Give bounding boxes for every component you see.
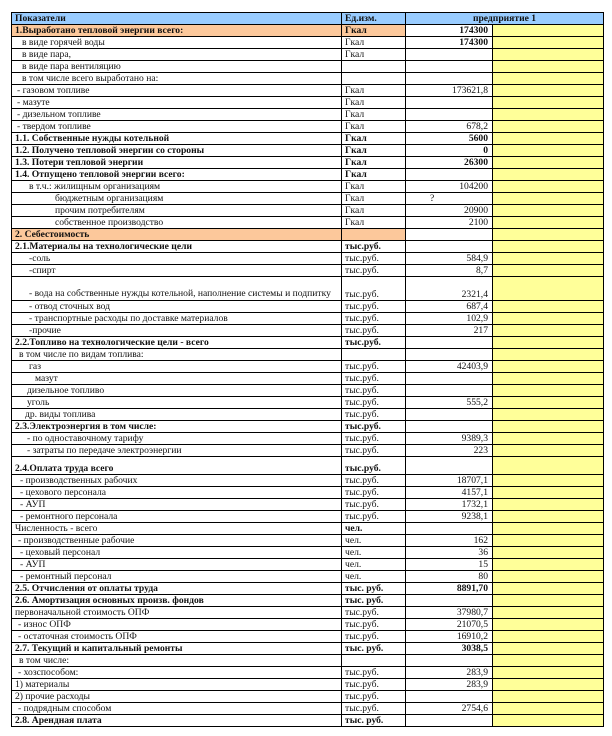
row-value[interactable]: 223 (406, 445, 493, 457)
row-value[interactable] (406, 97, 493, 109)
row-input-cell[interactable] (493, 583, 604, 595)
table-row (12, 181, 604, 193)
row-label[interactable]: -спирт (12, 265, 342, 277)
table-row (12, 325, 604, 337)
row-unit[interactable]: Гкал (342, 205, 406, 217)
row-input-cell[interactable] (493, 655, 604, 667)
row-value[interactable]: 162 (406, 535, 493, 547)
row-unit[interactable]: тыс.руб. (342, 475, 406, 487)
table-row (12, 619, 604, 631)
row-label[interactable]: - износ ОПФ (12, 619, 342, 631)
row-unit[interactable]: Гкал (342, 97, 406, 109)
row-label[interactable]: газ (12, 361, 342, 373)
row-value[interactable]: 8891,70 (406, 583, 493, 595)
row-unit[interactable]: тыс. руб. (342, 583, 406, 595)
row-value[interactable]: 283,9 (406, 679, 493, 691)
row-value[interactable]: 173621,8 (406, 85, 493, 97)
table-row (12, 667, 604, 679)
table-row (12, 205, 604, 217)
row-value[interactable]: 42403,9 (406, 361, 493, 373)
header-enterprise[interactable]: предприятие 1 (406, 13, 604, 25)
row-value[interactable] (406, 49, 493, 61)
row-value[interactable]: 678,2 (406, 121, 493, 133)
table-row (12, 25, 604, 37)
row-value[interactable]: 26300 (406, 157, 493, 169)
table-row (12, 265, 604, 277)
row-label[interactable]: в том числе: (12, 655, 342, 667)
row-input-cell[interactable] (493, 193, 604, 205)
table-row (12, 229, 604, 241)
row-label[interactable]: - производственных рабочих (12, 475, 342, 487)
row-unit[interactable]: тыс.руб. (342, 409, 406, 421)
row-value[interactable] (406, 715, 493, 727)
row-label[interactable]: уголь (12, 397, 342, 409)
row-value[interactable] (406, 523, 493, 535)
row-value[interactable] (406, 385, 493, 397)
row-unit[interactable]: тыс.руб. (342, 445, 406, 457)
row-input-cell[interactable] (493, 301, 604, 313)
row-unit[interactable]: тыс.руб. (342, 631, 406, 643)
row-value[interactable]: 16910,2 (406, 631, 493, 643)
row-input-cell[interactable] (493, 85, 604, 97)
row-value[interactable] (406, 337, 493, 349)
row-value[interactable]: ? (406, 193, 493, 205)
row-unit[interactable] (342, 61, 406, 73)
row-label[interactable]: 2.3.Электроэнергия в том числе: (12, 421, 342, 433)
table-row (12, 241, 604, 253)
row-unit[interactable]: Гкал (342, 37, 406, 49)
row-label[interactable]: в виде горячей воды (12, 37, 342, 49)
row-label[interactable]: - по одноставочному тарифу (12, 433, 342, 445)
row-input-cell[interactable] (493, 145, 604, 157)
row-value[interactable] (406, 229, 493, 241)
row-value[interactable]: 174300 (406, 25, 493, 37)
row-label[interactable]: - ремонтного персонала (12, 511, 342, 523)
row-label[interactable]: 1.3. Потери тепловой энергии (12, 157, 342, 169)
row-label[interactable]: - АУП (12, 559, 342, 571)
row-input-cell[interactable] (493, 487, 604, 499)
row-input-cell[interactable] (493, 325, 604, 337)
row-value[interactable] (406, 421, 493, 433)
row-value[interactable]: 0 (406, 145, 493, 157)
row-label[interactable]: в т.ч.: жилищным организациям (12, 181, 342, 193)
row-label[interactable]: дизельное топливо (12, 385, 342, 397)
row-label[interactable]: мазут (12, 373, 342, 385)
row-label[interactable]: в том числе всего выработано на: (12, 73, 342, 85)
row-unit[interactable]: Гкал (342, 85, 406, 97)
row-label[interactable]: 1.Выработано тепловой энергии всего: (12, 25, 342, 37)
row-unit[interactable]: Гкал (342, 109, 406, 121)
row-unit[interactable]: тыс. руб. (342, 643, 406, 655)
row-unit[interactable]: тыс.руб. (342, 253, 406, 265)
row-label[interactable]: - подрядным способом (12, 703, 342, 715)
table-row (12, 301, 604, 313)
row-value[interactable]: 3038,5 (406, 643, 493, 655)
row-value[interactable] (406, 595, 493, 607)
row-label[interactable]: 1.2. Получено тепловой энергии со стороны (12, 145, 342, 157)
table-row (12, 253, 604, 265)
row-value[interactable]: 4157,1 (406, 487, 493, 499)
row-input-cell[interactable] (493, 313, 604, 325)
row-label[interactable]: 2) прочие расходы (12, 691, 342, 703)
row-label[interactable]: - цеховый персонал (12, 547, 342, 559)
row-value[interactable]: 20900 (406, 205, 493, 217)
row-input-cell[interactable] (493, 109, 604, 121)
row-label[interactable]: Численность - всего (12, 523, 342, 535)
table-row (12, 511, 604, 523)
row-unit[interactable]: тыс.руб. (342, 277, 406, 301)
table-row (12, 217, 604, 229)
row-input-cell[interactable] (493, 397, 604, 409)
row-label[interactable]: - хозспособом: (12, 667, 342, 679)
row-label[interactable]: 2.7. Текущий и капитальный ремонты (12, 643, 342, 655)
row-input-cell[interactable] (493, 25, 604, 37)
row-value[interactable]: 687,4 (406, 301, 493, 313)
row-unit[interactable]: тыс.руб. (342, 361, 406, 373)
row-input-cell[interactable] (493, 595, 604, 607)
table-row (12, 409, 604, 421)
table-row (12, 397, 604, 409)
table-row (12, 655, 604, 667)
row-unit[interactable]: Гкал (342, 157, 406, 169)
row-unit[interactable]: тыс.руб. (342, 691, 406, 703)
row-unit[interactable] (342, 73, 406, 85)
row-value[interactable] (406, 373, 493, 385)
row-unit[interactable]: тыс.руб. (342, 421, 406, 433)
row-input-cell[interactable] (493, 337, 604, 349)
row-input-cell[interactable] (493, 181, 604, 193)
row-input-cell[interactable] (493, 229, 604, 241)
row-unit[interactable]: тыс.руб. (342, 385, 406, 397)
row-unit[interactable]: тыс.руб. (342, 511, 406, 523)
row-unit[interactable]: тыс.руб. (342, 301, 406, 313)
row-label[interactable]: 1.4. Отпущено тепловой энергии всего: (12, 169, 342, 181)
table-row (12, 433, 604, 445)
row-input-cell[interactable] (493, 679, 604, 691)
row-unit[interactable]: тыс.руб. (342, 241, 406, 253)
row-input-cell[interactable] (493, 619, 604, 631)
table-row (12, 61, 604, 73)
table-row (12, 475, 604, 487)
row-unit[interactable]: Гкал (342, 169, 406, 181)
row-input-cell[interactable] (493, 457, 604, 475)
row-input-cell[interactable] (493, 265, 604, 277)
table-row (12, 157, 604, 169)
row-label[interactable]: первоначальной стоимость ОПФ (12, 607, 342, 619)
row-unit[interactable]: тыс.руб. (342, 703, 406, 715)
row-value[interactable]: 15 (406, 559, 493, 571)
row-unit[interactable]: тыс.руб. (342, 499, 406, 511)
table-row (12, 145, 604, 157)
row-input-cell[interactable] (493, 133, 604, 145)
row-unit[interactable] (342, 349, 406, 361)
row-value[interactable]: 5600 (406, 133, 493, 145)
row-label[interactable]: др. виды топлива (12, 409, 342, 421)
row-value[interactable] (406, 691, 493, 703)
row-value[interactable] (406, 61, 493, 73)
header-unit[interactable]: Ед.изм. (342, 13, 406, 25)
row-unit[interactable]: тыс.руб. (342, 607, 406, 619)
row-unit[interactable]: тыс.руб. (342, 433, 406, 445)
row-label[interactable]: -прочие (12, 325, 342, 337)
row-input-cell[interactable] (493, 97, 604, 109)
row-input-cell[interactable] (493, 643, 604, 655)
table-row (12, 361, 604, 373)
row-value[interactable]: 21070,5 (406, 619, 493, 631)
table-row (12, 85, 604, 97)
row-value[interactable]: 584,9 (406, 253, 493, 265)
row-label[interactable]: 2.5. Отчисления от оплаты труда (12, 583, 342, 595)
row-value[interactable]: 104200 (406, 181, 493, 193)
table-row (12, 73, 604, 85)
row-unit[interactable]: чел. (342, 559, 406, 571)
row-label[interactable]: 1) материалы (12, 679, 342, 691)
row-label[interactable]: бюджетным организациям (12, 193, 342, 205)
row-unit[interactable]: тыс.руб. (342, 457, 406, 475)
row-input-cell[interactable] (493, 37, 604, 49)
row-unit[interactable]: Гкал (342, 25, 406, 37)
row-unit[interactable]: тыс.руб. (342, 397, 406, 409)
row-input-cell[interactable] (493, 421, 604, 433)
row-value[interactable] (406, 73, 493, 85)
row-label[interactable]: - вода на собственные нужды котельной, наполнение системы и подпитку (12, 277, 342, 301)
row-label[interactable]: 2.6. Амортизация основных произв. фондов (12, 595, 342, 607)
row-label[interactable]: - твердом топливе (12, 121, 342, 133)
table-row (12, 313, 604, 325)
row-input-cell[interactable] (493, 571, 604, 583)
row-label[interactable]: - цехового персонала (12, 487, 342, 499)
table-row (12, 703, 604, 715)
table-row (12, 421, 604, 433)
header-indicator[interactable]: Показатели (12, 13, 342, 25)
row-label[interactable]: 2.8. Арендная плата (12, 715, 342, 727)
row-label[interactable]: в виде пара, (12, 49, 342, 61)
row-input-cell[interactable] (493, 169, 604, 181)
row-label[interactable]: 2.4.Оплата труда всего (12, 457, 342, 475)
row-input-cell[interactable] (493, 433, 604, 445)
row-label[interactable]: в виде пара вентиляцию (12, 61, 342, 73)
row-value[interactable]: 283,9 (406, 667, 493, 679)
row-unit[interactable]: Гкал (342, 217, 406, 229)
table-row (12, 715, 604, 727)
table-row (12, 169, 604, 181)
row-value[interactable] (406, 109, 493, 121)
row-value[interactable] (406, 457, 493, 475)
row-unit[interactable]: тыс.руб. (342, 679, 406, 691)
table-row (12, 133, 604, 145)
row-unit[interactable] (342, 655, 406, 667)
row-input-cell[interactable] (493, 373, 604, 385)
row-input-cell[interactable] (493, 217, 604, 229)
row-value[interactable]: 2100 (406, 217, 493, 229)
row-value[interactable]: 555,2 (406, 397, 493, 409)
row-value[interactable]: 37980,7 (406, 607, 493, 619)
table-row (12, 487, 604, 499)
table-row (12, 535, 604, 547)
row-input-cell[interactable] (493, 715, 604, 727)
row-input-cell[interactable] (493, 361, 604, 373)
row-value[interactable] (406, 655, 493, 667)
row-input-cell[interactable] (493, 205, 604, 217)
row-label[interactable]: собственное производство (12, 217, 342, 229)
row-label[interactable]: - газовом топливе (12, 85, 342, 97)
row-unit[interactable]: тыс.руб. (342, 325, 406, 337)
table-row (12, 193, 604, 205)
table-row (12, 607, 604, 619)
table-row (12, 499, 604, 511)
table-row (12, 559, 604, 571)
row-input-cell[interactable] (493, 385, 604, 397)
row-value[interactable]: 9238,1 (406, 511, 493, 523)
table-row (12, 523, 604, 535)
row-input-cell[interactable] (493, 73, 604, 85)
table-row (12, 97, 604, 109)
row-input-cell[interactable] (493, 157, 604, 169)
row-label[interactable]: - остаточная стоимость ОПФ (12, 631, 342, 643)
row-value[interactable]: 174300 (406, 37, 493, 49)
row-label[interactable]: 2. Себестоимость (12, 229, 342, 241)
row-input-cell[interactable] (493, 277, 604, 301)
row-unit[interactable]: чел. (342, 547, 406, 559)
row-input-cell[interactable] (493, 241, 604, 253)
row-value[interactable] (406, 169, 493, 181)
table-row (12, 457, 604, 475)
row-unit[interactable]: тыс.руб. (342, 313, 406, 325)
row-label[interactable]: - транспортные расходы по доставке материалов (12, 313, 342, 325)
table-row (12, 691, 604, 703)
table-row (12, 679, 604, 691)
row-unit[interactable]: Гкал (342, 49, 406, 61)
row-input-cell[interactable] (493, 475, 604, 487)
row-unit[interactable]: Гкал (342, 193, 406, 205)
row-label[interactable]: - ремонтный персонал (12, 571, 342, 583)
row-input-cell[interactable] (493, 667, 604, 679)
row-unit[interactable] (342, 229, 406, 241)
row-input-cell[interactable] (493, 631, 604, 643)
row-input-cell[interactable] (493, 499, 604, 511)
row-value[interactable] (406, 409, 493, 421)
table-row (12, 445, 604, 457)
row-value[interactable]: 1732,1 (406, 499, 493, 511)
row-input-cell[interactable] (493, 61, 604, 73)
row-unit[interactable]: Гкал (342, 133, 406, 145)
table-row (12, 643, 604, 655)
row-input-cell[interactable] (493, 559, 604, 571)
row-unit[interactable]: Гкал (342, 145, 406, 157)
row-label[interactable]: - дизельном топливе (12, 109, 342, 121)
table-row (12, 373, 604, 385)
row-unit[interactable]: Гкал (342, 121, 406, 133)
table-row (12, 121, 604, 133)
row-unit[interactable]: тыс. руб. (342, 595, 406, 607)
row-label[interactable]: - затраты по передаче электроэнергии (12, 445, 342, 457)
table-row (12, 385, 604, 397)
row-label[interactable]: 2.1.Материалы на технологические цели (12, 241, 342, 253)
row-input-cell[interactable] (493, 445, 604, 457)
row-value[interactable]: 2754,6 (406, 703, 493, 715)
row-input-cell[interactable] (493, 523, 604, 535)
row-unit[interactable]: тыс.руб. (342, 265, 406, 277)
table-row (12, 349, 604, 361)
row-unit[interactable]: тыс.руб. (342, 619, 406, 631)
table-row (12, 49, 604, 61)
row-label[interactable]: в том числе по видам топлива: (12, 349, 342, 361)
row-unit[interactable]: чел. (342, 535, 406, 547)
row-input-cell[interactable] (493, 349, 604, 361)
table-row (12, 547, 604, 559)
row-label[interactable]: - отвод сточных вод (12, 301, 342, 313)
indicators-table (11, 12, 604, 727)
row-unit[interactable]: чел. (342, 571, 406, 583)
row-unit[interactable]: тыс.руб. (342, 337, 406, 349)
row-input-cell[interactable] (493, 409, 604, 421)
row-unit[interactable]: тыс.руб. (342, 667, 406, 679)
row-value[interactable]: 8,7 (406, 265, 493, 277)
row-value[interactable]: 36 (406, 547, 493, 559)
table-row (12, 571, 604, 583)
table-row (12, 277, 604, 301)
row-unit[interactable]: тыс.руб. (342, 373, 406, 385)
row-input-cell[interactable] (493, 691, 604, 703)
row-label[interactable]: - производственные рабочие (12, 535, 342, 547)
row-value[interactable]: 102,9 (406, 313, 493, 325)
row-label[interactable]: -соль (12, 253, 342, 265)
row-label[interactable]: прочим потребителям (12, 205, 342, 217)
row-input-cell[interactable] (493, 49, 604, 61)
header-row (12, 13, 604, 25)
row-value[interactable] (406, 349, 493, 361)
row-label[interactable]: 1.1. Собственные нужды котельной (12, 133, 342, 145)
table-row (12, 109, 604, 121)
row-input-cell[interactable] (493, 547, 604, 559)
row-unit[interactable]: тыс.руб. (342, 487, 406, 499)
row-label[interactable]: - АУП (12, 499, 342, 511)
row-value[interactable]: 217 (406, 325, 493, 337)
row-input-cell[interactable] (493, 535, 604, 547)
row-input-cell[interactable] (493, 121, 604, 133)
row-value[interactable]: 2321,4 (406, 277, 493, 301)
row-unit[interactable]: тыс. руб. (342, 715, 406, 727)
row-label[interactable]: 2.2.Топливо на технологические цели - всего (12, 337, 342, 349)
row-input-cell[interactable] (493, 703, 604, 715)
row-input-cell[interactable] (493, 607, 604, 619)
table-row (12, 595, 604, 607)
table-row (12, 583, 604, 595)
row-label[interactable]: - мазуте (12, 97, 342, 109)
row-input-cell[interactable] (493, 511, 604, 523)
row-value[interactable]: 18707,1 (406, 475, 493, 487)
table-row (12, 37, 604, 49)
row-value[interactable]: 9389,3 (406, 433, 493, 445)
table-row (12, 631, 604, 643)
row-unit[interactable]: Гкал (342, 181, 406, 193)
row-value[interactable]: 80 (406, 571, 493, 583)
table-row (12, 337, 604, 349)
row-unit[interactable]: чел. (342, 523, 406, 535)
row-value[interactable] (406, 241, 493, 253)
row-input-cell[interactable] (493, 253, 604, 265)
